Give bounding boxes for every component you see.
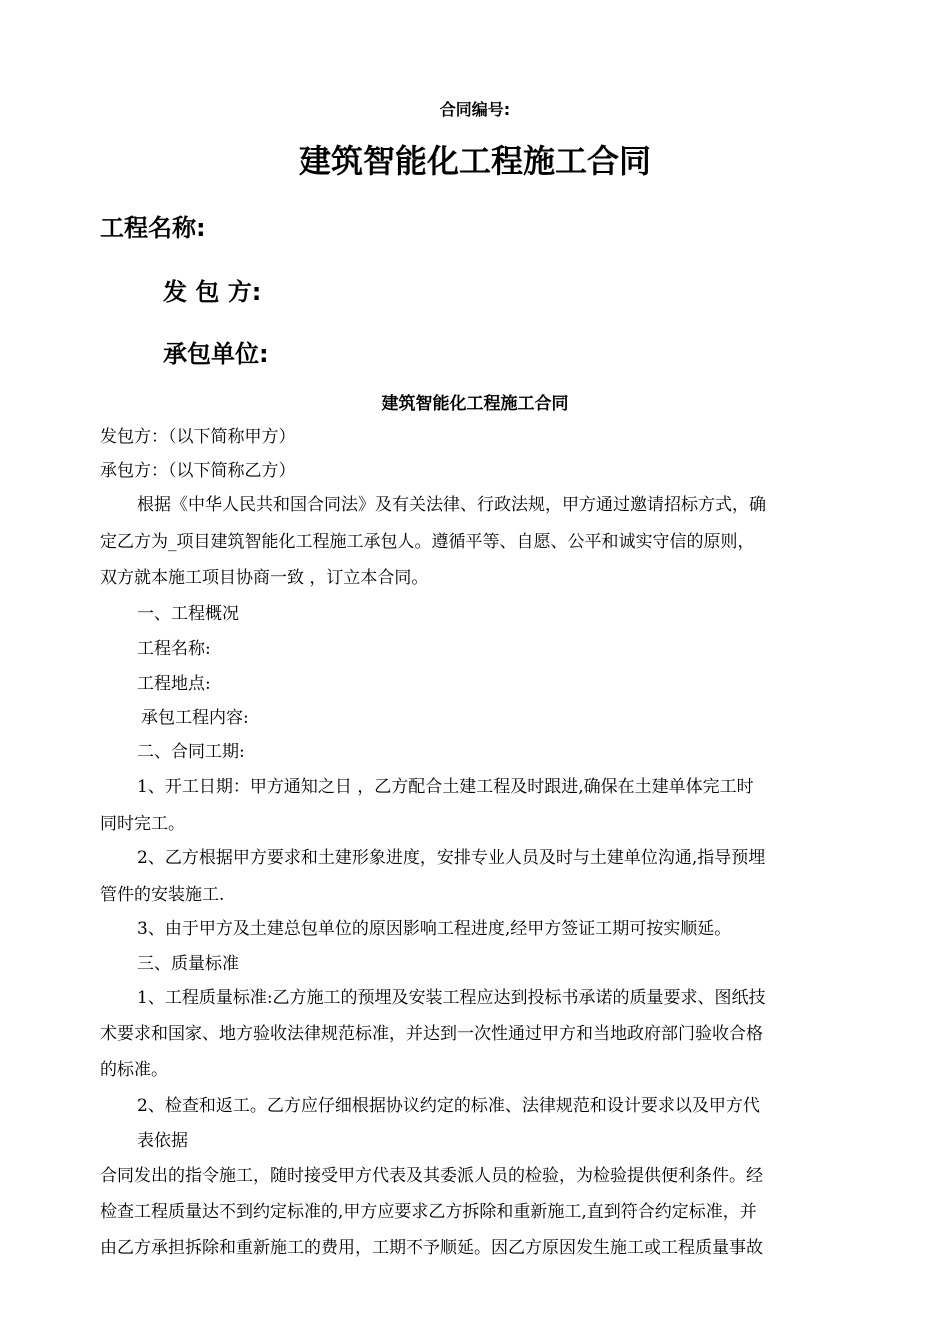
paragraph-line: 根据《中华人民共和国合同法》及有关法律、行政法规，甲方通过邀请招标方式，确 [137, 495, 766, 515]
employer-line: 发包方：（以下简称甲方） [100, 427, 296, 447]
paragraph-line: 定乙方为_项目建筑智能化工程施工承包人。遵循平等、自愿、公平和诚实守信的原则， [100, 532, 755, 552]
cover-contractor-unit: 承包单位: [163, 340, 269, 368]
paragraph-line: 术要求和国家、地方验收法律规范标准，并达到一次性通过甲方和当地政府部门验收合格 [100, 1024, 763, 1044]
section-heading: 三、质量标准 [137, 954, 239, 974]
paragraph-line: 同时完工。 [100, 814, 185, 834]
paragraph-line: 双方就本施工项目协商一致 ，订立本合同。 [100, 568, 429, 588]
document-title: 建筑智能化工程施工合同 [298, 142, 651, 180]
paragraph-line: 1、工程质量标准:乙方施工的预埋及安装工程应达到投标书承诺的质量要求、图纸技 [137, 988, 766, 1008]
paragraph-line: 合同发出的指令施工，随时接受甲方代表及其委派人员的检验，为检验提供便利条件。经 [100, 1166, 763, 1186]
paragraph-line: 检查工程质量达不到约定标准的,甲方应要求乙方拆除和重新施工,直到符合约定标准，并 [100, 1202, 757, 1222]
contractor-line: 承包方：（以下简称乙方） [100, 461, 296, 481]
cover-project-name: 工程名称: [100, 214, 206, 242]
section-heading: 一、工程概况 [137, 604, 239, 624]
section-heading: 二、合同工期: [137, 742, 245, 762]
contract-number-label: 合同编号: [439, 100, 511, 119]
paragraph-line: 1、开工日期：甲方通知之日 ，乙方配合土建工程及时跟进,确保在土建单体完工时 [137, 777, 754, 797]
paragraph-line: 表依据 [137, 1131, 188, 1151]
field-label: 承包工程内容: [141, 708, 249, 728]
field-label: 工程名称: [137, 639, 211, 659]
cover-employer: 发 包 方: [163, 278, 262, 306]
field-label: 工程地点: [137, 674, 211, 694]
paragraph-line: 管件的安装施工. [100, 885, 225, 905]
paragraph-line: 由乙方承担拆除和重新施工的费用，工期不予顺延。因乙方原因发生施工或工程质量事故 [100, 1238, 763, 1258]
paragraph-line: 3、由于甲方及土建总包单位的原因影响工程进度,经甲方签证工期可按实顺延。 [137, 919, 732, 939]
paragraph-line: 2、乙方根据甲方要求和土建形象进度，安排专业人员及时与土建单位沟通,指导预埋 [137, 848, 766, 868]
paragraph-line: 的标准。 [100, 1060, 168, 1080]
section-title: 建筑智能化工程施工合同 [381, 394, 569, 414]
paragraph-line: 2、检查和返工。乙方应仔细根据协议约定的标准、法律规范和设计要求以及甲方代 [137, 1096, 760, 1116]
